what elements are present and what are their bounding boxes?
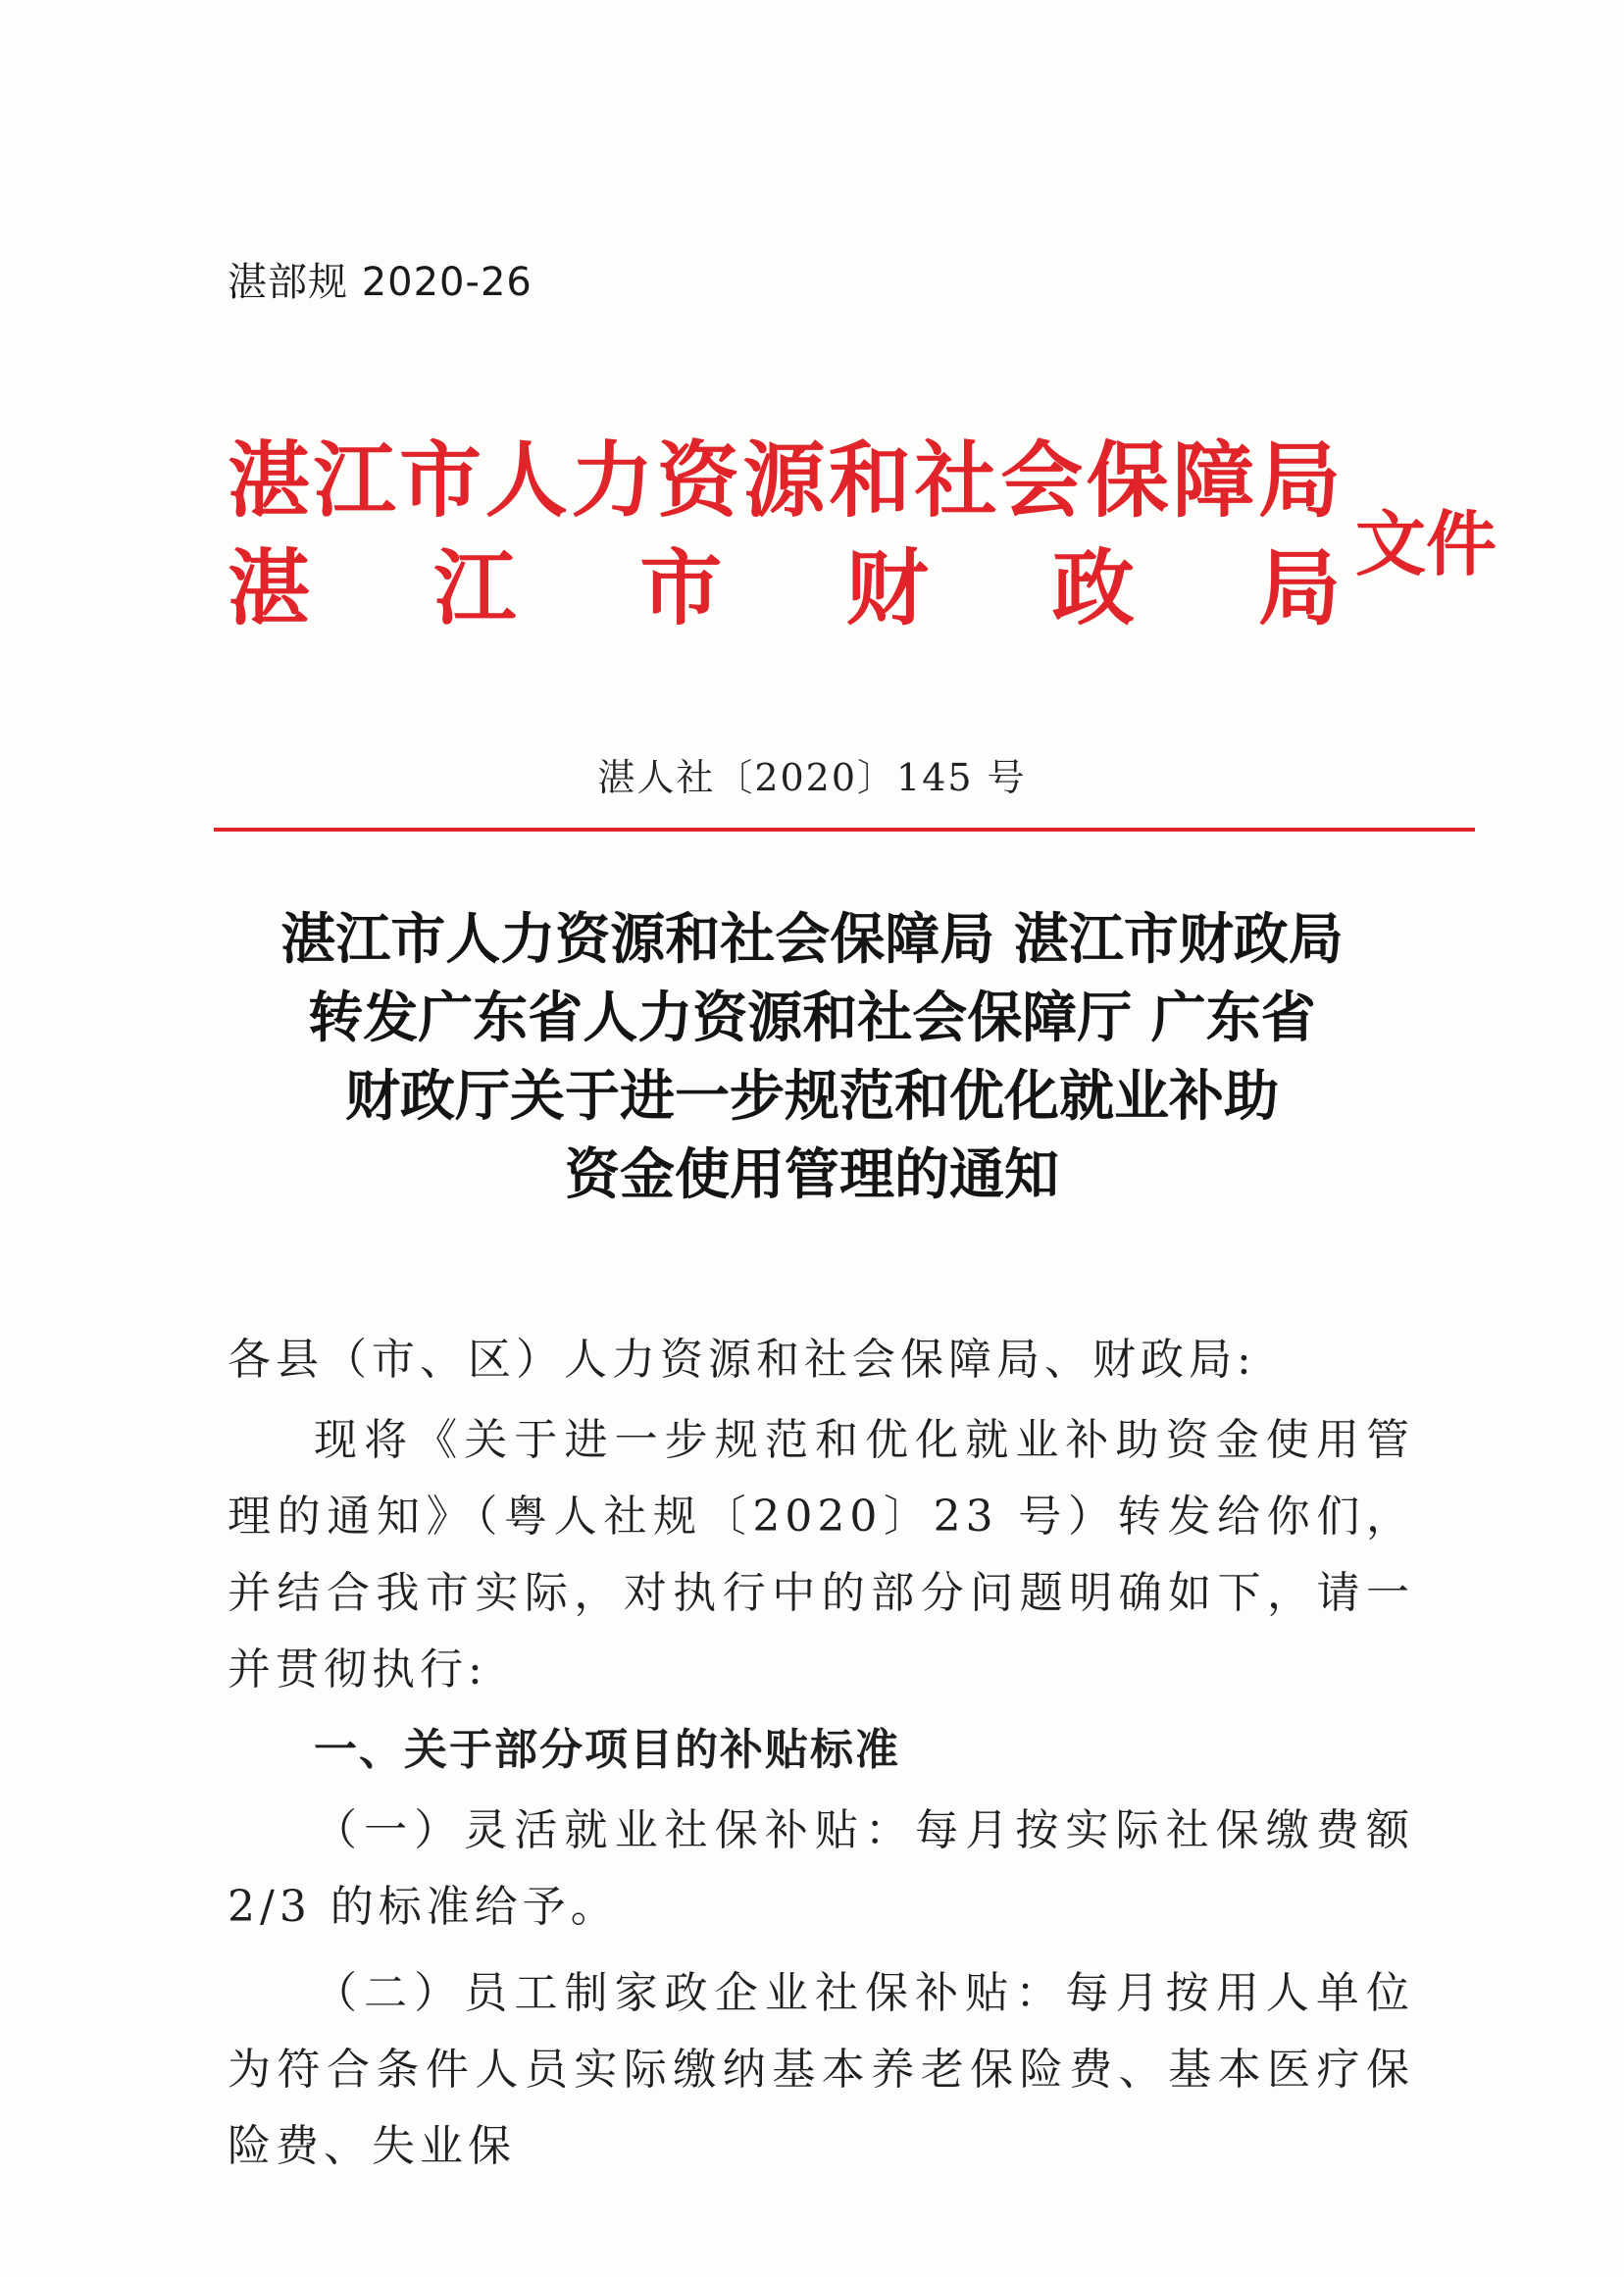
- regulation-number: 湛部规 2020-26: [228, 260, 533, 305]
- section-heading: 一、关于部分项目的补贴标准: [314, 1725, 900, 1775]
- issuer-char: 会: [1000, 431, 1084, 529]
- issuer-char: 市: [399, 431, 482, 529]
- document-suffix: 文件: [1355, 502, 1497, 585]
- issuer-char: 资: [656, 431, 739, 529]
- title-line: 资金使用管理的通知: [565, 1142, 1059, 1207]
- issuer-char: 江: [313, 431, 396, 529]
- intro-paragraph: 现将《关于进一步规范和优化就业补助资金使用管理的通知》（粤人社规〔2020〕23 号）转发给你们，并结合我市实际，对执行中的部分问题明确如下，请一并贯彻执行:: [228, 1415, 1414, 1695]
- paragraph-item-2: （二）员工制家政企业社保补贴：每月按用人单位为符合条件人员实际缴纳基本养老保险费、基本医疗保险费、失业保: [228, 1968, 1414, 2171]
- issuer-char: 湛: [228, 539, 311, 636]
- red-divider: [214, 828, 1475, 832]
- issuer-char: 保: [1086, 431, 1169, 529]
- title-line: 转发广东省人力资源和社会保障厅 广东省: [308, 986, 1316, 1050]
- issuer-char: 财: [845, 539, 929, 636]
- issuer-char: 人: [484, 431, 568, 529]
- issuer-header: [228, 431, 1502, 647]
- issuer-char: 湛: [228, 431, 311, 529]
- document-title: [157, 900, 1467, 1214]
- document-body: [228, 1322, 1414, 2185]
- issuer-char: 和: [829, 431, 912, 529]
- issuer-line-hrss: [228, 431, 1341, 530]
- issuer-char: 政: [1051, 539, 1135, 636]
- issuer-char: 源: [742, 431, 826, 529]
- issuer-char: 力: [571, 431, 654, 529]
- paragraph-item-1: （一）灵活就业社保补贴：每月按实际社保缴费额 2/3 的标准给予。: [228, 1805, 1414, 1932]
- issuer-char: 局: [1257, 431, 1341, 529]
- salutation: 各县（市、区）人力资源和社会保障局、财政局:: [228, 1335, 1256, 1385]
- issuer-char: 障: [1172, 431, 1255, 529]
- document-number: 湛人社〔2020〕145 号: [597, 756, 1027, 799]
- title-line: 财政厅关于进一步规范和优化就业补助: [345, 1064, 1279, 1129]
- issuer-char: 局: [1257, 539, 1341, 636]
- issuer-line-finance: [228, 539, 1341, 637]
- issuer-char: 社: [914, 431, 997, 529]
- issuer-char: 江: [433, 539, 517, 636]
- issuer-char: 市: [639, 539, 723, 636]
- title-line: 湛江市人力资源和社会保障局 湛江市财政局: [280, 907, 1344, 972]
